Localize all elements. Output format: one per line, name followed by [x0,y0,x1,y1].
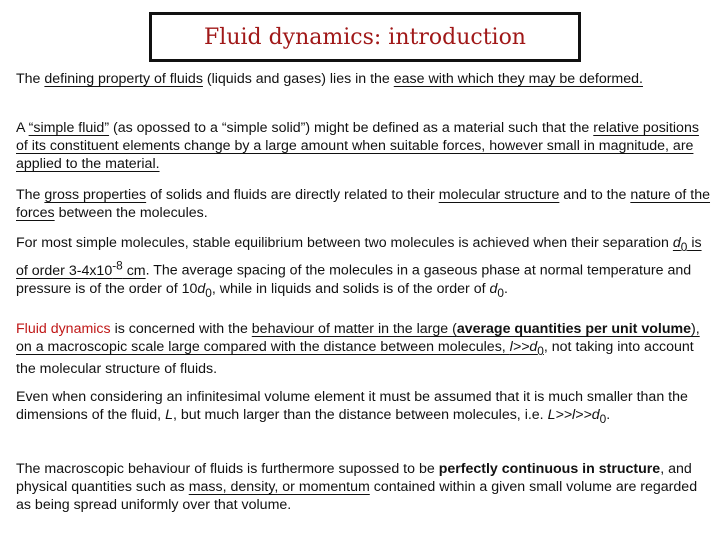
symbol-L: L [165,407,173,423]
text-span: , not taking into account the molecular structure of fluids. [16,339,694,377]
inequality-expression: L>>l>>d [547,407,600,423]
text-span: A [16,120,29,136]
text-span: of solids and fluids are directly related to their [146,187,439,203]
text-span: , while in liquids and solids is of the order of [211,280,490,297]
text-span: cm [122,262,146,279]
text-span: For most simple molecules, stable equilibrium between two molecules is achieved when their separation [16,235,673,251]
paragraph-gross-properties [16,186,710,222]
underlined-term: mass, density, or momentum [188,479,370,495]
text-span: The macroscopic behaviour of fluids is furthermore supossed to be [16,461,439,477]
text-span: The [16,71,45,87]
text-span: and to the [559,187,631,203]
bold-term: average quantities per unit volume [456,321,691,337]
paragraph-continuum [16,460,710,514]
bold-term: perfectly continuous in structure [438,461,661,477]
paragraph-fluid-dynamics [16,320,710,378]
text-span: contained within a given small volume are regarded as being spread uniformly over that volume. [16,479,698,513]
underlined-term: gross properties [44,187,147,203]
text-span: (as opossed to a “simple solid”) might be defined as a material such that the [109,120,594,136]
subscript: 0 [497,285,504,300]
text-span: between the molecules. [54,205,208,221]
symbol-d: d [489,280,498,297]
paragraph-defining-property [16,70,710,88]
underlined-term: ease with which they may be deformed. [393,71,643,87]
text-span: ), on a macroscopic scale large compared with the distance between molecules, [16,321,700,355]
symbol-d: d [672,235,681,251]
slide-title: Fluid dynamics: introduction [204,24,526,50]
underlined-term: relative positions of its constituent elements change by a large amount when suitable forces, however small in magnitude, are applied to the material. [16,120,699,172]
subscript: 0 [680,239,688,254]
subscript: 0 [599,411,607,426]
text-span: behaviour of matter in the large ( [251,321,457,337]
underlined-term: “simple fluid” [28,120,110,136]
title-box [149,12,581,62]
superscript: -8 [112,257,123,272]
text-span: is concerned with the [110,321,252,337]
symbol-d: d [197,280,206,297]
text-span: . [606,407,611,423]
text-span: is of order 3-4x10 [16,235,702,279]
underlined-term: nature of the forces [16,187,711,221]
paragraph-infinitesimal-volume [16,388,710,428]
text-span: Even when considering an infinitesimal volume element it must be assumed that it is much smaller than the dimensions of the fluid, [16,389,688,423]
text-span: . The average spacing of the molecules in a gaseous phase at normal temperature and pressure is of the order of 10 [16,262,692,297]
highlight-term: Fluid dynamics [16,321,111,337]
text-span: , but much larger than the distance between molecules, i.e. [172,407,548,423]
underlined-term: molecular structure [438,187,560,203]
subscript: 0 [537,343,544,358]
paragraph-simple-fluid [16,119,710,173]
text-span: (liquids and gases) lies in the [202,71,394,87]
text-span: The [16,187,45,203]
inequality-expression: l>>d [509,339,538,355]
underlined-term: defining property of fluids [44,71,203,87]
subscript: 0 [205,285,212,300]
text-span: , and physical quantities such as [16,461,692,495]
paragraph-molecular-spacing [16,234,710,301]
text-span: . [503,280,508,297]
